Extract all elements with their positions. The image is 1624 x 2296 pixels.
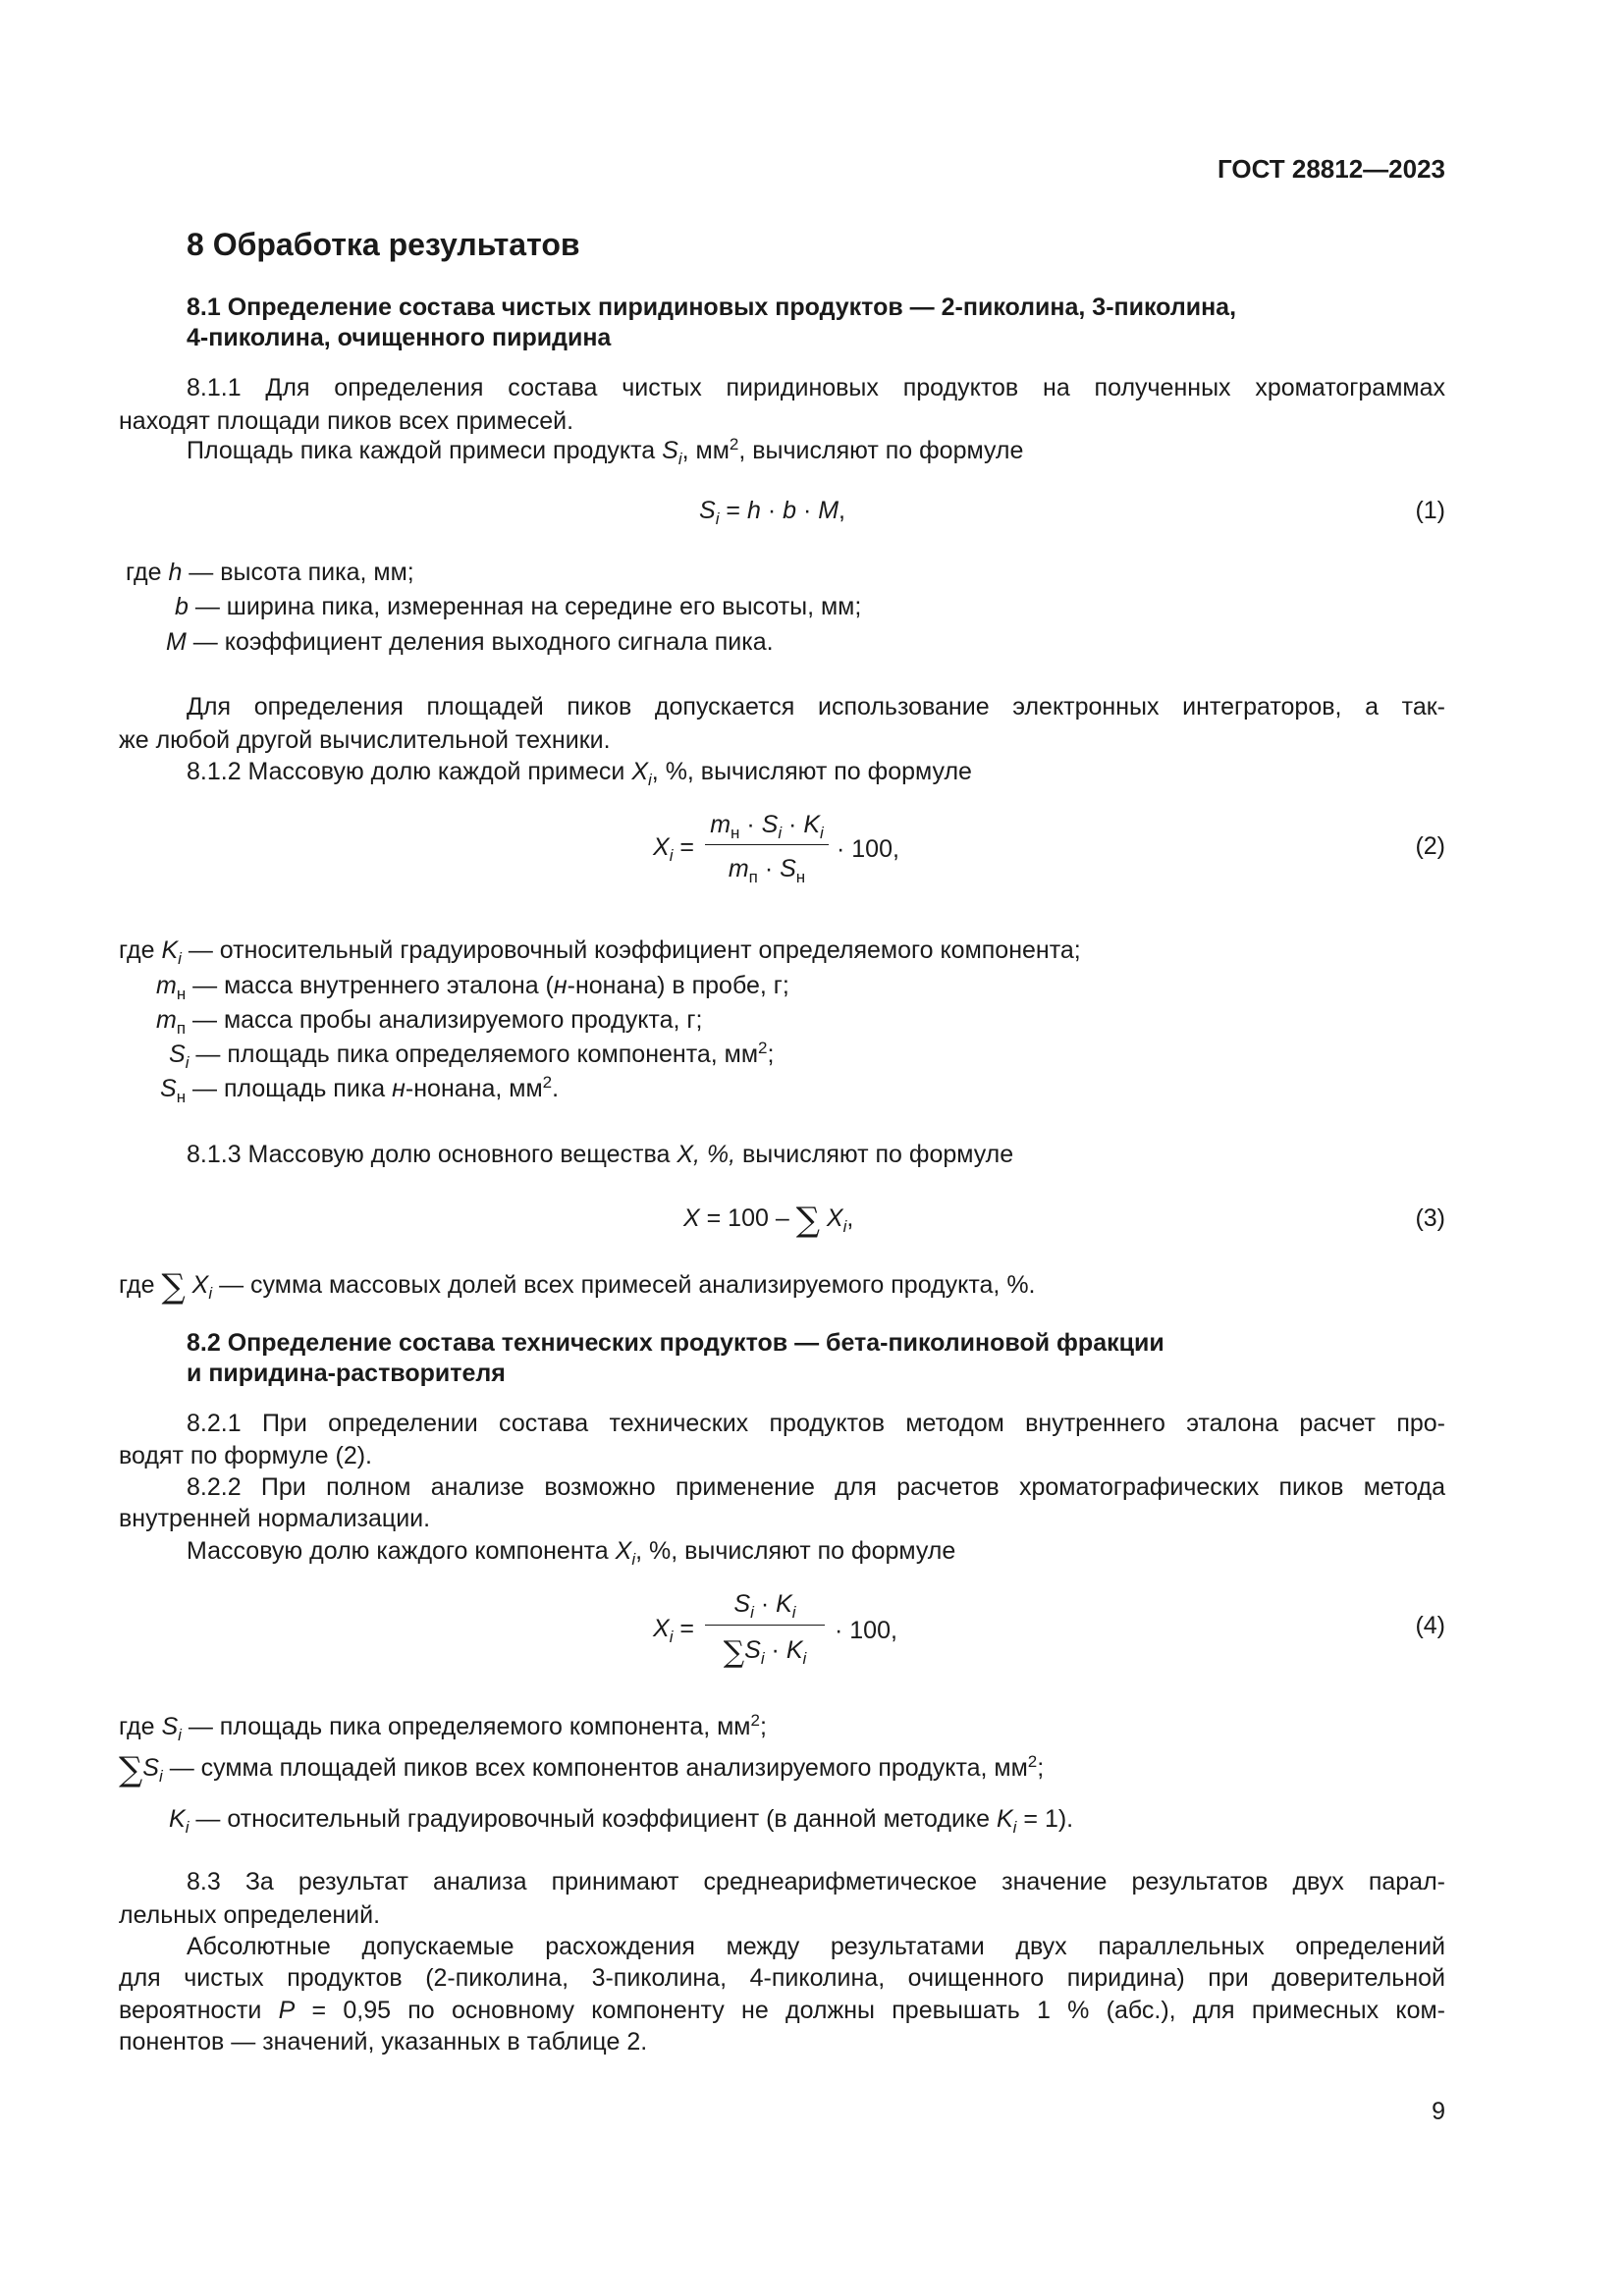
formula-1-number: (1) (1415, 497, 1445, 524)
paragraph-integrators-line1: Для определения площадей пиков допускается использование электронных интеграторов, а так- (187, 693, 1445, 721)
formula-4-lhs: $X_i$ = (653, 1615, 695, 1646)
formula-4-numerator: $S_i \cdot K_i$ (733, 1590, 796, 1622)
formula-2-lhs: $X_i$ = (653, 833, 695, 865)
paragraph-tolerance-line2: для чистых продуктов (2-пиколина, 3-пиколина, 4-пиколина, очищенного пиридина) при доверительной (119, 1964, 1445, 1992)
section-title: 8 Обработка результатов (187, 227, 580, 262)
paragraph-8-1-2: 8.1.2 Массовую долю каждой примеси $X_i$, %, вычисляют по формуле (187, 758, 972, 789)
subsection-8-2-heading-line2: и пиридина-растворителя (187, 1360, 506, 1387)
paragraph-8-2-2-line2: внутренней нормализации. (119, 1505, 431, 1532)
paragraph-8-2-1-line2: водят по формуле (2). (119, 1442, 372, 1469)
sum-icon: ∑ (161, 1267, 186, 1307)
formula-2-denominator: $m_п \cdot S_н$ (728, 855, 806, 886)
formula-4-denominator: $\sum S_i \cdot K_i$ (723, 1635, 807, 1670)
formula-2-numerator: $m_н \cdot S_i \cdot K_i$ (710, 811, 824, 842)
formula-3-number: (3) (1415, 1204, 1445, 1232)
formula-2-tail: · 100, (837, 835, 899, 863)
paragraph-tolerance-line1: Абсолютные допускаемые расхождения между результатами двух параллельных определений (187, 1933, 1445, 1960)
definition-K: где $K_i$ — относительный градуировочный коэффициент определяемого компонента; (119, 936, 1081, 968)
definition-K-i: $K_i$ — относительный градуировочный коэффициент (в данной методике $K_i = 1$). (169, 1805, 1074, 1837)
formula-3: X = 100 – ∑ $X_i$, (683, 1201, 854, 1240)
formula-4-tail: · 100, (835, 1617, 897, 1644)
definition-h: где h — высота пика, мм; (126, 559, 414, 586)
sum-icon: ∑ (795, 1201, 820, 1240)
definition-m-p: $m_п$ — масса пробы анализируемого продукта, г; (156, 1006, 703, 1038)
paragraph-8-3-line1: 8.3 За результат анализа принимают среднеарифметическое значение результатов двух парал- (187, 1868, 1445, 1896)
formula-2-fraction-bar (705, 844, 829, 845)
formula-2-number: (2) (1415, 832, 1445, 860)
paragraph-8-1-1-line1: 8.1.1 Для определения состава чистых пиридиновых продуктов на полученных хроматограммах (187, 374, 1445, 401)
paragraph-tolerance-line4: понентов — значений, указанных в таблице 2. (119, 2028, 648, 2056)
subsection-8-1-heading-line1: 8.1 Определение состава чистых пиридиновых продуктов — 2-пиколина, 3-пиколина, (187, 294, 1237, 321)
definition-S-i: $S_i$ — площадь пика определяемого компонента, $мм^2$; (169, 1039, 775, 1072)
formula-4-fraction-bar (705, 1625, 825, 1626)
formula-1: $S_i = h \cdot b \cdot M$, (699, 497, 845, 528)
sum-icon: ∑ (723, 1635, 745, 1670)
definition-S-n: $S_н$ — площадь пика н-нонана, $мм^2$. (160, 1073, 560, 1106)
subsection-8-2-heading-line1: 8.2 Определение состава технических продуктов — бета-пиколиновой фракции (187, 1329, 1164, 1357)
definition-sum-X: где ∑ $X_i$ — сумма массовых долей всех примесей анализируемого продукта, %. (119, 1267, 1036, 1307)
sum-icon: ∑ (119, 1750, 143, 1789)
document-id: ГОСТ 28812—2023 (1218, 154, 1445, 184)
paragraph-8-1-3: 8.1.3 Массовую долю основного вещества X, %, вычисляют по формуле (187, 1141, 1014, 1168)
paragraph-8-3-line2: лельных определений. (119, 1901, 381, 1929)
paragraph-8-1-1-line2: находят площади пиков всех примесей. (119, 407, 574, 435)
subsection-8-1-heading-line2: 4-пиколина, очищенного пиридина (187, 324, 612, 351)
paragraph-8-2-2-line1: 8.2.2 При полном анализе возможно применение для расчетов хроматографических пиков метода (187, 1473, 1445, 1501)
paragraph-tolerance-line3: вероятности P = 0,95 по основному компоненту не должны превышать 1 % (абс.), для примесных ком- (119, 1997, 1445, 2024)
paragraph-integrators-line2: же любой другой вычислительной техники. (119, 726, 611, 754)
page-number: 9 (1432, 2098, 1445, 2125)
definition-m-n: $m_н$ — масса внутреннего эталона (н-нонана) в пробе, г; (156, 972, 789, 1003)
definition-S-i-2: где $S_i$ — площадь пика определяемого компонента, $мм^2$; (119, 1711, 767, 1744)
definition-M: M — коэффициент деления выходного сигнала пика. (166, 628, 774, 656)
paragraph-8-2-1-line1: 8.2.1 При определении состава технических продуктов методом внутреннего эталона расчет про- (187, 1410, 1445, 1437)
formula-4-number: (4) (1415, 1612, 1445, 1639)
paragraph-mass-fraction-intro: Массовую долю каждого компонента $X_i$, %, вычисляют по формуле (187, 1537, 956, 1569)
definition-sum-S: $\sum S_i$ — сумма площадей пиков всех компонентов анализируемого продукта, $мм^2$; (119, 1750, 1045, 1789)
paragraph-area-formula-intro: Площадь пика каждой примеси продукта $S_i$, $мм^2$, вычисляют по формуле (187, 435, 1024, 468)
definition-b: b — ширина пика, измеренная на середине его высоты, мм; (175, 593, 862, 620)
